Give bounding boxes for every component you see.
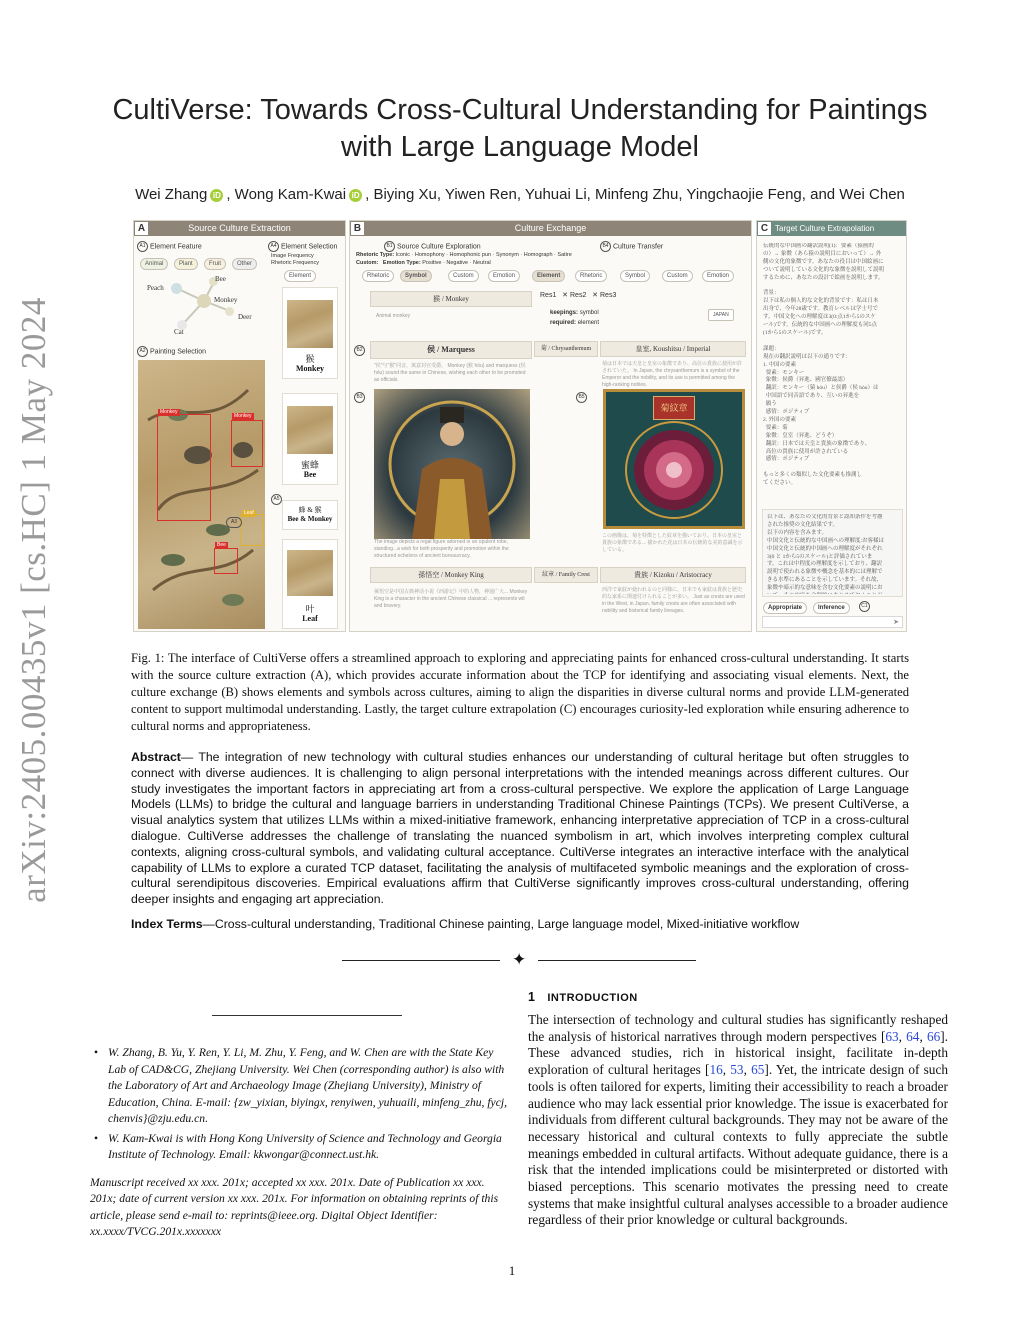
element-thumbnail	[287, 406, 333, 454]
citation-separator: ,	[743, 1062, 752, 1078]
abstract	[131, 750, 909, 908]
intro-text-2: ]. These advanced studies, rich in historical insight, facilitate in-depth exploration of cultural heritages [	[528, 1028, 948, 1078]
node-monkey[interactable]	[197, 294, 211, 308]
section-heading	[528, 990, 638, 1004]
result-tab-2[interactable]: Res2	[570, 292, 587, 299]
element-card-bee-monkey[interactable]	[282, 500, 338, 530]
element-zh: 猴	[305, 354, 315, 364]
footnote-affiliation-1: • W. Zhang, B. Yu, Y. Ren, Y. Li, M. Zhu, Y. Feng, and W. Chen are with the State Key Lab of CAD&CG, Zhejiang University. Wei Chen (corresponding author) is also with the Laboratory of Art and Archaeology Image (Zhejiang University), Ministry of Education, China. E-mail: {zw_yixian, biyingx, renyiwen, yuhuaili, minfeng_zhu, fycj, chenvis}@zju.edu.cn.	[90, 1045, 510, 1128]
page-number: 1	[508, 1263, 516, 1278]
footnote-manuscript: Manuscript received xx xxx. 201x; accepted xx xxx. 201x. Date of Publication xx xxx. 201x; date of current version xx xxx. 201x. For information on obtaining reprints of this article, please send e-mail to: reprints@ieee.org. Digital Object Identifier: xx.xxxx/TVCG.201x.xxxxxxx	[90, 1175, 499, 1238]
marquess-explanation: "侯"与"猴"同音，寓意封官受爵。 Monkey (猴 hóu) and marquess (侯 hóu) sound the same in Chinese, wishing each other to be promoted as officials.	[374, 363, 526, 383]
citation-link[interactable]: 63	[885, 1028, 899, 1044]
inference-button[interactable]: Inference	[813, 602, 850, 614]
panel-culture-exchange	[349, 220, 752, 632]
abstract-label: Abstract	[131, 750, 181, 764]
figure-1	[133, 220, 907, 632]
tab-emotion-right[interactable]: Emotion	[702, 270, 734, 282]
element-en: Monkey	[296, 364, 324, 373]
node-label-cat: Cat	[174, 328, 184, 336]
c1-label: C1	[859, 601, 872, 612]
bbox-tag-leaf: Leaf	[244, 510, 254, 516]
source-card-marquess[interactable]: 侯 / Marquess	[370, 341, 532, 359]
figure-caption: Fig. 1: The interface of CultiVerse offers a streamlined approach to exploring and appreciating paints for enhanced cross-cultural understanding. It starts with the source culture extraction (A), which provides accurate information about the TCP for identifying and associating visual elements. Next, the culture exchange (B) shows elements and symbols across cultures, aiming to align the disparities in diverse cultural norms and provide LLM-generated content to support multimodal understanding. Lastly, the target culture extrapolation (C) encourages curiosity-led exploration while ensuring adherence to cultural norms and appropriateness.	[131, 651, 909, 733]
element-card-monkey[interactable]	[282, 287, 338, 379]
panel-b-header	[350, 221, 751, 236]
tab-custom-right[interactable]: Custom	[662, 270, 693, 282]
bbox-monkey-2[interactable]	[231, 420, 263, 467]
index-terms-label: Index Terms	[131, 917, 203, 931]
intro-text-1: The intersection of technology and cultural studies has significantly reshaped the analysis of historical narratives through modern perspectives [	[528, 1012, 948, 1044]
appropriate-button[interactable]: Appropriate	[763, 602, 807, 614]
orcid-icon[interactable]: iD	[349, 189, 362, 202]
bbox-bee[interactable]	[214, 548, 238, 574]
target-card-family-crest[interactable]: 紋章 / Family Crest	[534, 567, 598, 583]
bbox-tag-monkey-1: Monkey	[160, 409, 178, 415]
tab-emotion[interactable]: Emotion	[488, 270, 520, 282]
target-card-chrysanthemum[interactable]: 菊 / Chrysanthemum	[534, 341, 598, 357]
introduction-paragraph	[528, 1012, 948, 1229]
author-list	[60, 186, 980, 203]
tab-element-right[interactable]: Element	[532, 270, 565, 282]
element-en: Bee & Monkey	[287, 515, 333, 523]
result-tab-1[interactable]: Res1	[540, 292, 557, 299]
orcid-icon[interactable]: iD	[210, 189, 223, 202]
tab-symbol[interactable]: Symbol	[400, 270, 432, 282]
panel-a-letter: A	[135, 222, 148, 235]
author-2: , Wong Kam-Kwai	[226, 186, 347, 203]
divider-diamond-icon: ✦	[512, 950, 527, 969]
rhetoric-type-row: Rhetoric Type: Iconic · Homophony · Homophonic pun · Synonym · Homograph · Satire	[356, 252, 572, 258]
citation-separator: ,	[898, 1028, 907, 1044]
element-zh: 蜜蜂	[300, 460, 319, 470]
filter-animal[interactable]: Animal	[140, 258, 168, 270]
panel-a-title: Source Culture Extraction	[188, 223, 291, 233]
filter-plant[interactable]: Plant	[174, 258, 198, 270]
crest-flower	[666, 462, 682, 478]
response-card	[762, 509, 903, 597]
footnote-rule	[212, 1015, 402, 1016]
citation-link[interactable]: 65	[751, 1062, 765, 1078]
painting-leaf	[161, 554, 185, 566]
node-label-peach: Peach	[147, 284, 164, 292]
a3-label: A3	[226, 517, 244, 528]
citation-link[interactable]: 16	[709, 1062, 723, 1078]
divider-right	[538, 960, 696, 961]
chat-input[interactable]	[762, 616, 903, 628]
tab-rhetoric[interactable]: Rhetoric	[362, 270, 394, 282]
node-label-deer: Deer	[238, 313, 252, 321]
generated-image-crest[interactable]	[603, 389, 745, 529]
panel-a-header	[134, 221, 345, 236]
arxiv-identifier-text: arXiv:2405.00435v1 [cs.HC] 1 May 2024	[14, 297, 53, 903]
b1-label: B1 Source Culture Exploration	[384, 241, 481, 252]
citation-separator: ,	[722, 1062, 731, 1078]
target-card-aristocracy[interactable]: 貴族 / Kizoku / Aristocracy	[600, 567, 746, 583]
node-deer[interactable]	[225, 307, 234, 316]
tab-rhetoric-right[interactable]: Rhetoric	[575, 270, 607, 282]
section-title: INTRODUCTION	[547, 992, 638, 1004]
required-row: required: element	[550, 320, 600, 326]
marquess-image-caption: The image depicts a regal figure adorned in an opulent robe, standing...a wish for both prosperity and promotion within the structured echelons of ancient bureaucracy.	[374, 539, 509, 559]
marquess-figure	[374, 389, 530, 539]
prompt-text: 伝統的な中国画の翻訳説明(1)：要素（猿画的 の）→ 象徴（あら猿の説明目においって）→ 外 側の文化的象徴です。あなたの役目は中国絵画に ついて説明している文化的な象徴を説明して説明 するために、あなたの設計で絵画を説明します。 背景： 以下は私の個人的な文化的背景です：私は日本 出身で、今年28歳です。教育レベルは学士号で す。中国文化への理解度は3(0:点1から5のスケ ール)です。伝統的な中国画への理解度も同5点 (1から5のスケール)です。 課題： 現在の翻訳説明は以下の通りです： 1. 中国の要素 要素：モンキー 象徴：侯爵（昇進、國官僚最認） 翻訳：モンキー（猿 hóu）と侯爵（侯 hóu）は 中国語で同音語であり、互いの昇進を 願う 感情：ポジティブ 2. 外国の要素 要素：菊 象徴：皇室（昇進、どうぞ） 翻訳：日本では天皇と貴族の象徴であり、 高位の貴族に使用が許されている 感情：ポジティブ もっと多くの類似した文化要素も推測し てください。	[763, 243, 885, 487]
a5-label: A5	[271, 494, 284, 505]
b2-label: B2	[354, 345, 367, 356]
b4-label: B4 Culture Transfer	[600, 241, 663, 252]
crest-plaque: 菊紋章	[653, 396, 695, 420]
source-card-monkey[interactable]: 猴 / Monkey	[370, 291, 532, 307]
node-label-monkey: Monkey	[214, 296, 238, 304]
panel-source-culture-extraction	[133, 220, 346, 632]
footnote-affiliation-2: • W. Kam-Kwai is with Hong Kong University of Science and Technology and Georgia Institute of Technology. Email: kkwongar@connect.ust.hk.	[90, 1131, 510, 1164]
citation-link[interactable]: 64	[906, 1028, 920, 1044]
panel-target-culture-extrapolation	[756, 220, 907, 632]
send-icon[interactable]: ➤	[893, 618, 899, 626]
divider-left	[342, 960, 500, 961]
keepings-row: keepings: symbol	[550, 310, 599, 316]
panel-b-title: Culture Exchange	[514, 223, 587, 233]
node-peach[interactable]	[171, 283, 182, 294]
source-subtitle: Animal monkey	[376, 313, 411, 319]
a4-label: A4 Element Selection	[268, 241, 337, 252]
result-tab-3[interactable]: Res3	[600, 292, 617, 299]
element-card-leaf[interactable]	[282, 539, 338, 629]
panel-c-letter: C	[758, 222, 771, 235]
author-rest: , Biying Xu, Yiwen Ren, Yuhuai Li, Minfeng Zhu, Yingchaojie Feng, and Wei Chen	[365, 186, 905, 203]
monkey-king-explanation: 孫悟空是中国古典神话小说《西游记》中的人物，神通广大... Monkey King is a character in the ancient Chinese classical ... represents wit and bravery.	[374, 589, 528, 609]
imperial-image-caption: この画像は、菊を特徴とした紋章を描いており、日本の皇室と貴族の象徴である... 描かれた花は日本の伝統的な美的意識を示している。	[602, 533, 743, 553]
crest-explanation: 西洋で家紋が使われるのと同様に、日本でも家紋は貴族と歴史的な家系に関連付けられることが多い。 Just as crests are used in the West, in Japan, family crests are often associated with nobility and historical family lineages.	[602, 587, 745, 614]
element-button[interactable]: Element	[284, 270, 316, 282]
author-1: Wei Zhang	[135, 186, 208, 203]
section-number: 1	[528, 990, 536, 1004]
footnotes	[90, 1045, 510, 1241]
panel-c-title: Target Culture Extrapolation	[775, 224, 875, 233]
intro-text-3: ]. Yet, the intricate design of such tools is often tailored for experts, limiting their accessibility to reach a broader audience who may lack essential prior knowledge. The issue is exacerbated for individuals from different cultural backgrounds. They may not be aware of the necessary historical and cultural contexts to fully appreciate the subtle meanings embedded in cultural artifacts. Without adequate guidance, there is a risk that the intended implications could be misinterpreted or distorted with biased perceptions. This scenario motivates the pressing need to create systems that make insightful cultural analyses accessible to a broader audience regardless of their prior knowledge or cultural backgrounds.	[528, 1062, 948, 1228]
a2-label: A2 Painting Selection	[137, 346, 206, 357]
panel-b-letter: B	[351, 222, 364, 235]
official-face	[440, 422, 464, 446]
rhetoric-frequency-legend: Rhetoric Frequency	[271, 260, 319, 266]
citation-link[interactable]: 53	[730, 1062, 744, 1078]
target-card-imperial[interactable]: 皇室, Koushitsu / Imperial	[600, 341, 746, 357]
emotion-type-row: Custom: Emotion Type: Positive · Negative · Neutral	[356, 260, 491, 266]
element-zh: 叶	[305, 604, 315, 614]
citation-link[interactable]: 66	[926, 1028, 941, 1044]
bbox-tag-monkey-2: Monkey	[234, 413, 252, 419]
element-en: Leaf	[302, 614, 318, 623]
element-thumbnail	[287, 300, 333, 348]
chrysanthemum-crest	[606, 392, 742, 526]
bbox-tag-bee: Bee	[217, 542, 226, 548]
official-robe-panel	[434, 479, 470, 539]
element-zh: 蜂 & 猴	[298, 506, 322, 514]
a1-label: A1 Element Feature	[137, 241, 202, 252]
painting-leaf	[222, 594, 244, 606]
image-frequency-legend: Image Frequency	[271, 253, 314, 259]
official-hat	[440, 407, 464, 423]
response-text: 以下は、あなたの文化的背景と認知条件を考慮 された推奨の文化結果です。 以下の内容を含みます。 中国文化と伝統的な中国画への理解度:お客様は 中国文化と伝統的中国画への理解度がそれぞれ 3(0 と 1から5のスケール)と評価されていま す。これは中程度の理解度を示しており、翻訳 説明で使われる象徴や概念を基本的には理解で きる水準にあることを示しています。それ故、 象徴や暗示的な意味を含む文化要素の説明にお	[767, 514, 885, 592]
node-label-bee: Bee	[215, 275, 226, 283]
paper-title: CultiVerse: Towards Cross-Cultural Understanding for Paintings with Large Language Model	[112, 94, 928, 163]
generated-image-marquess[interactable]	[374, 389, 530, 539]
panel-c-header	[757, 221, 906, 236]
b3-label: B3	[354, 392, 367, 403]
index-terms-text: —Cross-cultural understanding, Traditional Chinese painting, Large language model, Mixed-initiative workflow	[202, 917, 800, 931]
element-en: Bee	[303, 470, 317, 479]
source-card-monkey-king[interactable]: 孫悟空 / Monkey King	[370, 567, 532, 583]
filter-fruit[interactable]: Fruit	[204, 258, 226, 270]
imperial-explanation: 菊は日本では天皇と皇室の象徴であり、高位の貴族に使用が許されていた。 In Japan, the chrysanthemum is a symbol of the Emperor and the nobility, and its use is permitted among the high-ranking nobles.	[602, 361, 743, 388]
tab-custom[interactable]: Custom	[448, 270, 479, 282]
bbox-monkey-1[interactable]	[157, 414, 211, 521]
tab-symbol-right[interactable]: Symbol	[620, 270, 650, 282]
results-row: Res1 ✕ Res2 ✕ Res3	[540, 292, 617, 299]
citation-separator: ,	[919, 1028, 927, 1044]
country-badge: JAPAN	[708, 309, 734, 321]
filter-other[interactable]: Other	[232, 258, 257, 270]
index-terms	[131, 916, 909, 932]
element-thumbnail	[287, 550, 333, 596]
abstract-text: — The integration of new technology with cultural studies enhances our understanding of cultural heritage but often struggles to connect with diverse audiences. It is challenging to align personal interpretations with the intended meanings across different cultures. Our study investigates the important factors in appreciating art from a cross-cultural perspective. We explore the application of Large Language Models (LLMs) to bridge the cultural and language barriers in understanding Traditional Chinese Paintings (TCPs). We present CultiVerse, a visual analytics system that utilizes LLMs within a mixed-initiative framework, enhancing interpretative appreciation of TCP in a cross-cultural dialogue. CultiVerse addresses the challenge of translating the nuanced symbolism in art, which involves interpreting complex cultural contexts, aligning cross-cultural symbols, and validating cultural acceptance. CultiVerse integrates an interactive interface with the analytical capability of LLMs to explore a curated TCP dataset, facilitating the analysis of multifaceted symbolic meanings and the exploration of cross-cultural serendipitous discoveries. Empirical evaluations affirm that CultiVerse significantly improves cross-cultural understanding, offering deeper insights and engaging art appreciation.	[131, 750, 909, 907]
b5-label: B5	[576, 392, 589, 403]
element-card-bee[interactable]	[282, 393, 338, 485]
